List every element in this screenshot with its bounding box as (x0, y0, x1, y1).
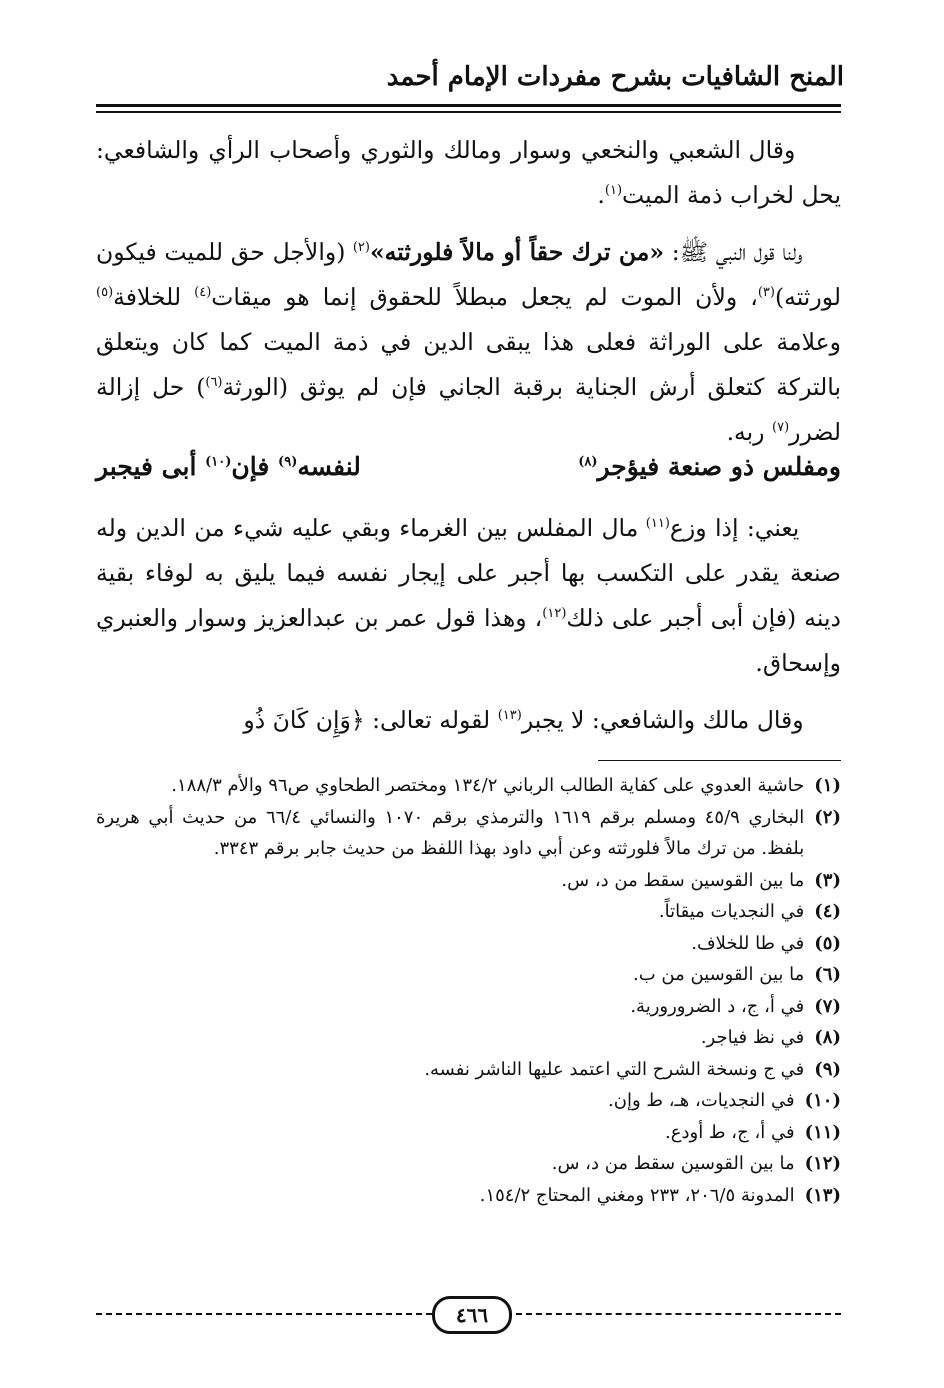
hadith-quote: «من ترك حقاً أو مالاً فلورثته» (369, 238, 665, 266)
footnote-item: (١٢) ما بين القوسين سقط من د، س. (551, 1153, 841, 1174)
footnote-ref[interactable]: (٦) (205, 375, 223, 391)
paragraph-3: يعني: إذا وزع$^{(١١)}$ مال المفلس بين الغرماء وبقي عليه شيء من الدين وله صنعة يقدر على التكسب بها أجبر على إيجار نفسه فيما يليق به لوفاء بقية دينه (فإن أبى أجبر على ذلك$^{(١٢)}$، وهذا قول عمر بن عبدالعزيز وسوار والعنبري وإسحاق. (96, 514, 841, 677)
paragraph-1: وقال الشعبي والنخعي وسوار ومالك والثوري وأصحاب الرأي والشافعي: يحل لخراب ذمة الميت$^{(١)}$. (96, 136, 841, 209)
body-text-top (96, 128, 841, 455)
footnote-item: (٢) البخاري ٤٥/٩ ومسلم برقم ١٦١٩ والترمذي برقم ١٠٧٠ والنسائي ٦٦/٤ من حديث أبي هريرة بلفظ. من ترك مالاً فلورثته وعن أبي داود بهذا اللفظ من حديث جابر برقم ٣٣٤٣. (96, 806, 841, 859)
footnote-ref[interactable]: (١٠) (205, 454, 232, 470)
footnote-ref[interactable]: (٣) (757, 285, 775, 301)
footnote-item: (٩) في ج ونسخة الشرح التي اعتمد عليها الناشر نفسه. (424, 1058, 841, 1080)
footnotes-list (96, 770, 841, 1211)
page-number: ٤٦٦ (432, 1296, 512, 1334)
header-rule-thin (96, 111, 841, 113)
footnote-ref[interactable]: (٧) (772, 420, 790, 436)
footnote-ref[interactable]: (٩) (278, 454, 298, 470)
footnote-ref[interactable]: (١٢) (542, 606, 567, 622)
footnote-item: (١٠) في النجديات، هـ، ط وإن. (608, 1090, 841, 1111)
footnote-ref[interactable]: (١) (604, 183, 623, 199)
footnote-item: (٥) في طا للخلاف. (691, 932, 841, 954)
footnote-separator (598, 760, 841, 761)
body-text-bottom (96, 506, 841, 743)
footnote-item: (١) حاشية العدوي على كفاية الطالب الرباني ١٣٤/٢ ومختصر الطحاوي ص٩٦ والأم ١٨٨/٣. (171, 775, 841, 796)
verse-second-hemistich: لنفسه$^{(٩)}$ فإن$^{(١٠)}$ أبى فيجبر (96, 452, 361, 481)
footer-dashed-rule-left (96, 1313, 432, 1315)
footnote-ref[interactable]: (١١) (645, 516, 670, 532)
running-header-title: المنح الشافيات بشرح مفردات الإمام أحمد (386, 62, 844, 92)
paragraph-2: ولنا قول النبي ﷺ: «من ترك حقاً أو مالاً فلورثته»$^{(٢)}$ (والأجل حق للميت فيكون لورثته)$^{(٣)}$، ولأن الموت لم يجعل مبطلاً للحقوق إنما هو ميقات$^{(٤)}$ للخلافة$^{(٥)}$ وعلامة على الوراثة فعلى هذا يبقى الدين في ذمة الميت كما كان ويتعلق بالتركة كتعلق أرش الجناية برقبة الجاني فإن لم يوثق (الورثة$^{(٦)}$) حل إزالة لضرر$^{(٧)}$ ربه. (96, 238, 842, 446)
footnote-item: (٦) ما بين القوسين من ب. (632, 964, 841, 985)
verse-first-hemistich: ومفلس ذو صنعة فيؤجر$^{(٨)}$ (578, 452, 841, 481)
footnote-item: (٣) ما بين القوسين سقط من د، س. (561, 869, 841, 891)
footnote-ref[interactable]: (٨) (578, 454, 598, 470)
footnote-item: (١١) في أ، ج، ط أودع. (665, 1121, 841, 1143)
footnote-item: (١٣) المدونة ٢٠٦/٥، ٢٣٣ ومغني المحتاج ١٥٤/٢. (479, 1184, 841, 1206)
footnote-ref[interactable]: (٢) (352, 240, 370, 256)
footnote-ref[interactable]: (١٣) (497, 708, 522, 724)
footnote-item: (٧) في أ، ج، د الضرورورية. (630, 995, 841, 1017)
footnote-item: (٨) في نظ فياجر. (700, 1027, 841, 1048)
footnote-ref[interactable]: (٥) (96, 285, 114, 301)
footnote-item: (٤) في النجديات ميقاتاً. (658, 901, 841, 922)
header-rule-thick (96, 104, 841, 107)
paragraph-4: وقال مالك والشافعي: لا يجبر$^{(١٣)}$ لقوله تعالى: ﴿وَإِن كَانَ ذُو (243, 706, 804, 734)
footnote-ref[interactable]: (٤) (194, 285, 212, 301)
footer-dashed-rule-right (506, 1313, 841, 1315)
